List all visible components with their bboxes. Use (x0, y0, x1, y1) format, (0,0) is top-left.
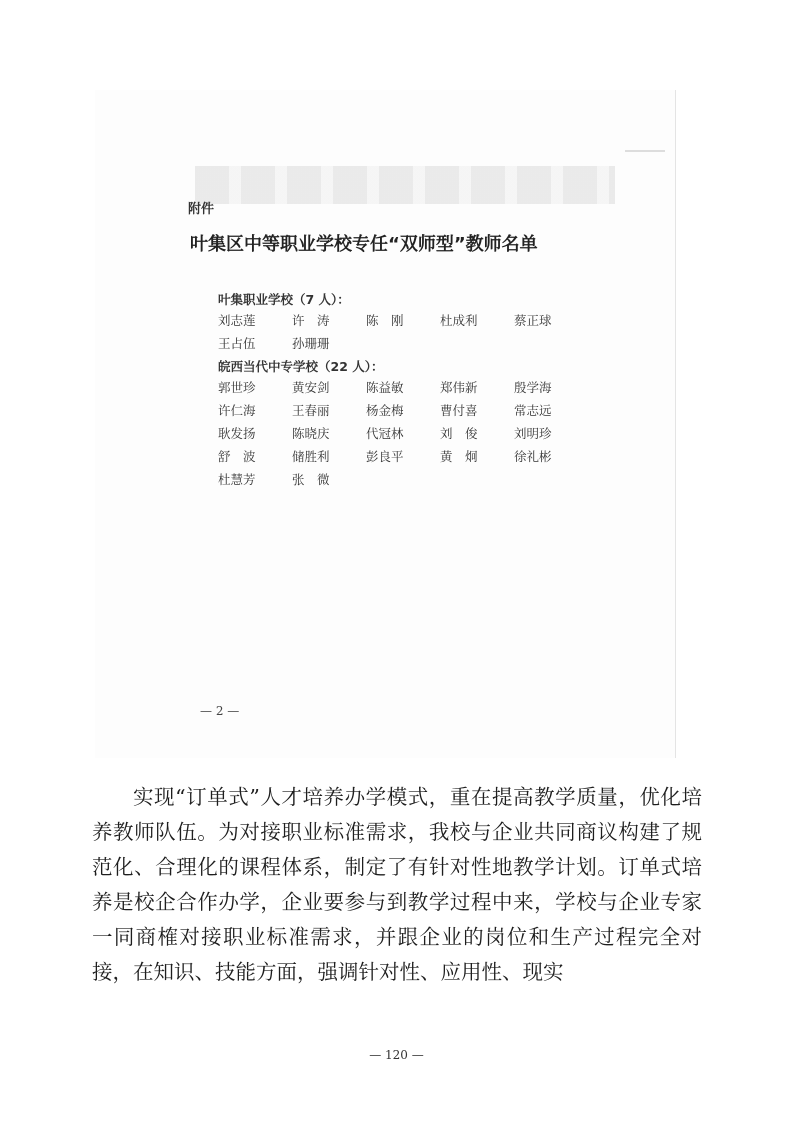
teacher-name: 黄安剑 (292, 380, 330, 395)
teacher-name: 常志远 (514, 403, 552, 418)
school-heading-wanxi: 皖西当代中专学校（22 人）： (218, 359, 384, 374)
teacher-name: 储胜利 (292, 449, 330, 464)
teacher-name: 许 涛 (292, 313, 330, 328)
bleed-through-mark (625, 132, 665, 152)
teacher-name: 王春丽 (292, 403, 330, 418)
teacher-name: 代冠林 (366, 426, 404, 441)
teacher-name: 耿发扬 (218, 426, 256, 441)
teacher-name: 徐礼彬 (514, 449, 552, 464)
teacher-name: 陈益敏 (366, 380, 404, 395)
teacher-list-wanxi (218, 376, 598, 491)
attachment-title: 叶集区中等职业学校专任“双师型”教师名单 (190, 234, 538, 255)
teacher-name: 孙珊珊 (292, 336, 330, 351)
teacher-name: 刘志莲 (218, 313, 256, 328)
teacher-list-yeji (218, 309, 598, 355)
teacher-name: 黄 炯 (440, 449, 478, 464)
page-number: — 120 — (369, 1048, 424, 1062)
bleed-through-text (195, 166, 615, 204)
paragraph-text: 实现“订单式”人才培养办学模式，重在提高教学质量，优化培养教师队伍。为对接职业标准需求，我校与企业共同商议构建了规范化、合理化的课程体系，制定了有针对性地教学计划。订单式培养是校企合作办学，企业要参与到教学过程中来，学校与企业专家一同商榷对接职业标准需求，并跟企业的岗位和生产过程完全对接，在知识、技能方面，强调针对性、应用性、现实 (92, 785, 702, 984)
teacher-name: 许仁海 (218, 403, 256, 418)
teacher-name: 王占伍 (218, 336, 256, 351)
teacher-name: 杨金梅 (366, 403, 404, 418)
teacher-name: 殷学海 (514, 380, 552, 395)
teacher-name: 陈 刚 (366, 313, 404, 328)
teacher-name: 蔡正球 (514, 313, 552, 328)
teacher-name: 杜成利 (440, 313, 478, 328)
teacher-name: 郑伟新 (440, 380, 478, 395)
teacher-name: 舒 波 (218, 449, 256, 464)
teacher-name: 刘 俊 (440, 426, 478, 441)
school-heading-yeji: 叶集职业学校（7 人）： (218, 292, 350, 307)
teacher-name: 郭世珍 (218, 380, 256, 395)
annex-label: 附件 (188, 202, 215, 217)
body-paragraph (92, 780, 702, 990)
teacher-name: 彭良平 (366, 449, 404, 464)
scan-page-number: — 2 — (200, 704, 240, 718)
teacher-name: 刘明珍 (514, 426, 552, 441)
teacher-name: 陈晓庆 (292, 426, 330, 441)
teacher-name: 曹付喜 (440, 403, 478, 418)
teacher-name: 杜慧芳 (218, 472, 256, 487)
teacher-name: 张 微 (292, 472, 330, 487)
